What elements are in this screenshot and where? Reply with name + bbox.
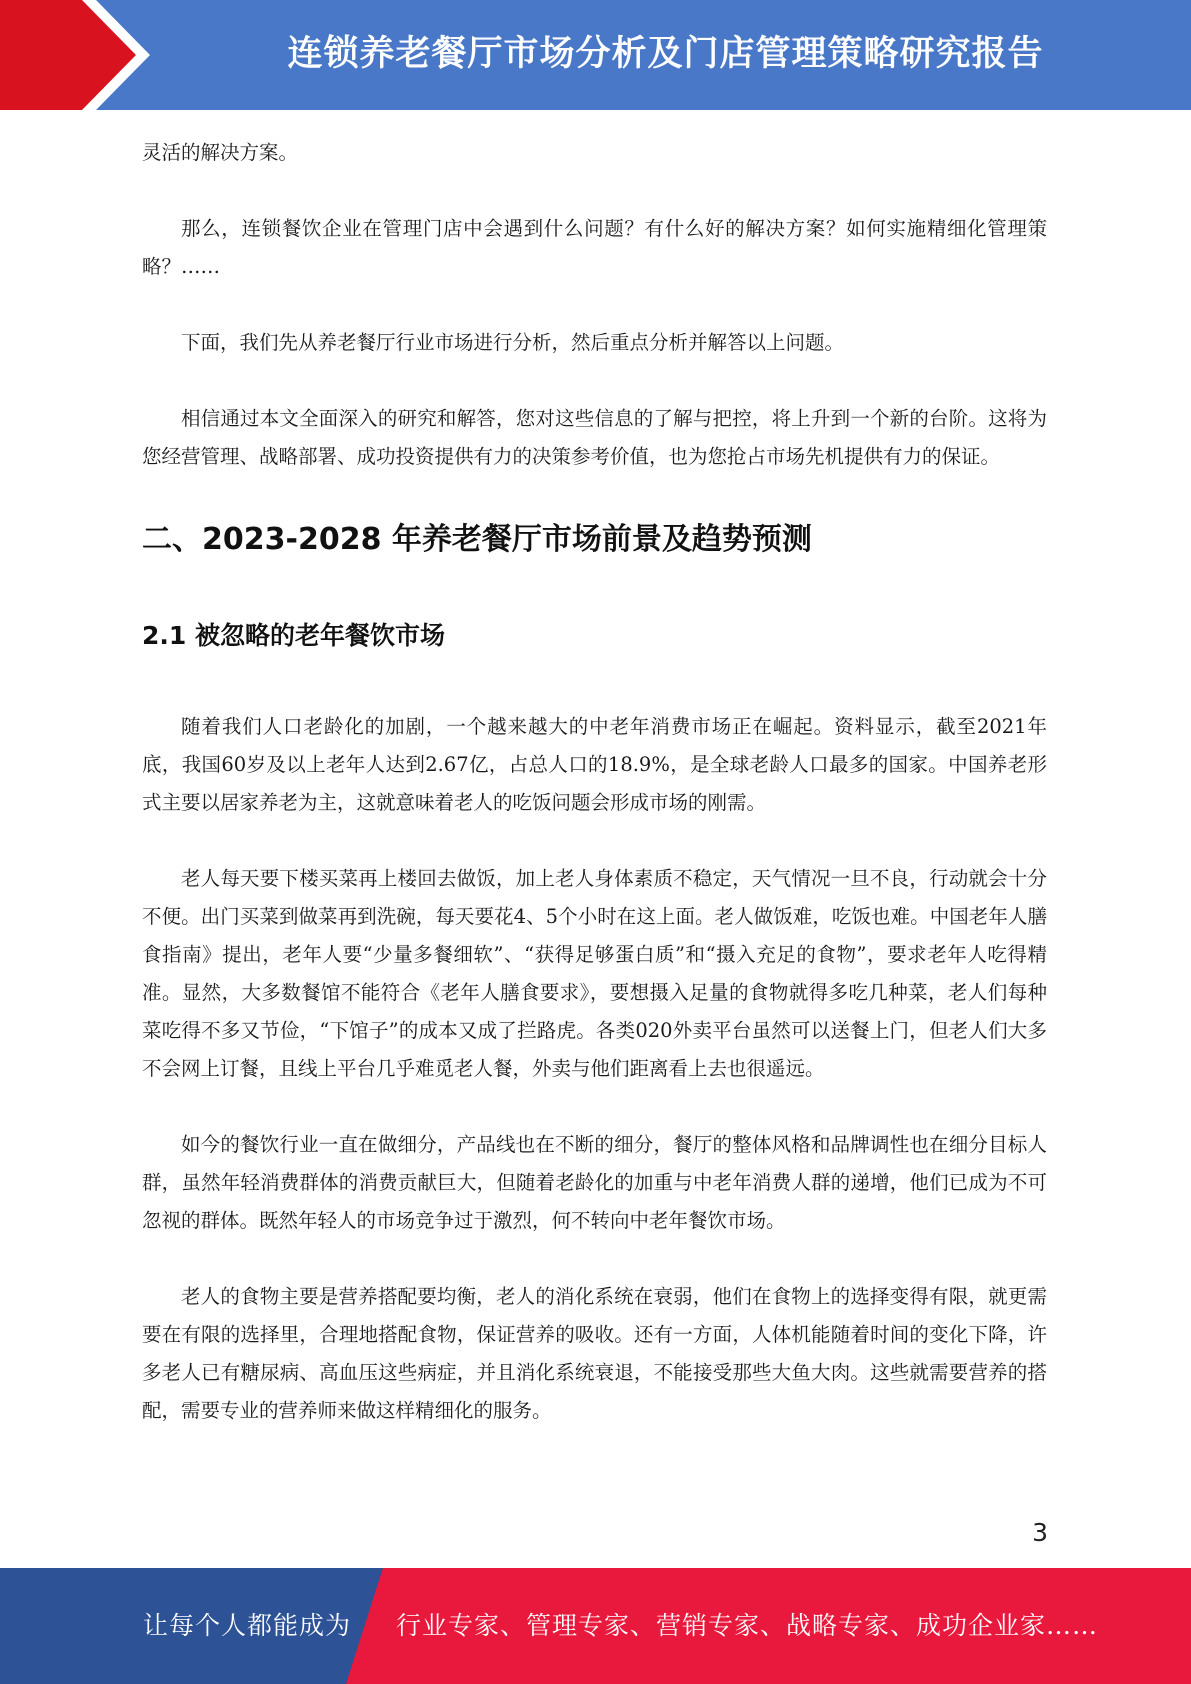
intro-paragraph-2: 那么，连锁餐饮企业在管理门店中会遇到什么问题？有什么好的解决方案？如何实施精细化管理策略？…… bbox=[142, 217, 1047, 278]
intro-paragraph-3: 下面，我们先从养老餐厅行业市场进行分析，然后重点分析并解答以上问题。 bbox=[181, 331, 845, 354]
intro-paragraph-1: 灵活的解决方案。 bbox=[142, 141, 299, 164]
intro-paragraph-4: 相信通过本文全面深入的研究和解答，您对这些信息的了解与把控，将上升到一个新的台阶。这将为您经营管理、战略部署、成功投资提供有力的决策参考价值，也为您抢占市场先机提供有力的保证。 bbox=[142, 407, 1047, 468]
report-title: 连锁养老餐厅市场分析及门店管理策略研究报告 bbox=[287, 34, 1044, 74]
page-content bbox=[142, 134, 1047, 1430]
body-paragraph-1: 随着我们人口老龄化的加剧，一个越来越大的中老年消费市场正在崛起。资料显示，截至2021年底，我国60岁及以上老年人达到2.67亿，占总人口的18.9%，是全球老龄人口最多的国家。中国养老形式主要以居家养老为主，这就意味着老人的吃饭问题会形成市场的刚需。 bbox=[142, 715, 1047, 814]
footer-banner bbox=[0, 1568, 1191, 1684]
footer-slogan-left: 让每个人都能成为 bbox=[143, 1611, 352, 1640]
header-arrow-decoration bbox=[0, 0, 170, 110]
footer-slogan-right: 行业专家、管理专家、营销专家、战略专家、成功企业家…… bbox=[396, 1611, 1099, 1640]
body-paragraph-3: 如今的餐饮行业一直在做细分，产品线也在不断的细分，餐厅的整体风格和品牌调性也在细分目标人群，虽然年轻消费群体的消费贡献巨大，但随着老龄化的加重与中老年消费人群的递增，他们已成为不可忽视的群体。既然年轻人的市场竞争过于激烈，何不转向中老年餐饮市场。 bbox=[142, 1133, 1047, 1232]
subsection-heading: 2.1 被忽略的老年餐饮市场 bbox=[142, 621, 445, 650]
section-heading: 二、2023-2028 年养老餐厅市场前景及趋势预测 bbox=[142, 522, 812, 557]
page-number: 3 bbox=[1032, 1518, 1048, 1547]
header-banner bbox=[0, 0, 1191, 110]
body-paragraph-4: 老人的食物主要是营养搭配要均衡，老人的消化系统在衰弱，他们在食物上的选择变得有限，就更需要在有限的选择里，合理地搭配食物，保证营养的吸收。还有一方面，人体机能随着时间的变化下降，许多老人已有糖尿病、高血压这些病症，并且消化系统衰退，不能接受那些大鱼大肉。这些就需要营养的搭配，需要专业的营养师来做这样精细化的服务。 bbox=[142, 1285, 1047, 1422]
body-paragraph-2: 老人每天要下楼买菜再上楼回去做饭，加上老人身体素质不稳定，天气情况一旦不良，行动就会十分不便。出门买菜到做菜再到洗碗，每天要花4、5个小时在这上面。老人做饭难，吃饭也难。中国老年人膳食指南》提出，老年人要“少量多餐细软”、“获得足够蛋白质”和“摄入充足的食物”，要求老年人吃得精准。显然，大多数餐馆不能符合《老年人膳食要求》，要想摄入足量的食物就得多吃几种菜，老人们每种菜吃得不多又节俭，“下馆子”的成本又成了拦路虎。各类020外卖平台虽然可以送餐上门，但老人们大多不会网上订餐，且线上平台几乎难觅老人餐，外卖与他们距离看上去也很遥远。 bbox=[142, 867, 1047, 1080]
